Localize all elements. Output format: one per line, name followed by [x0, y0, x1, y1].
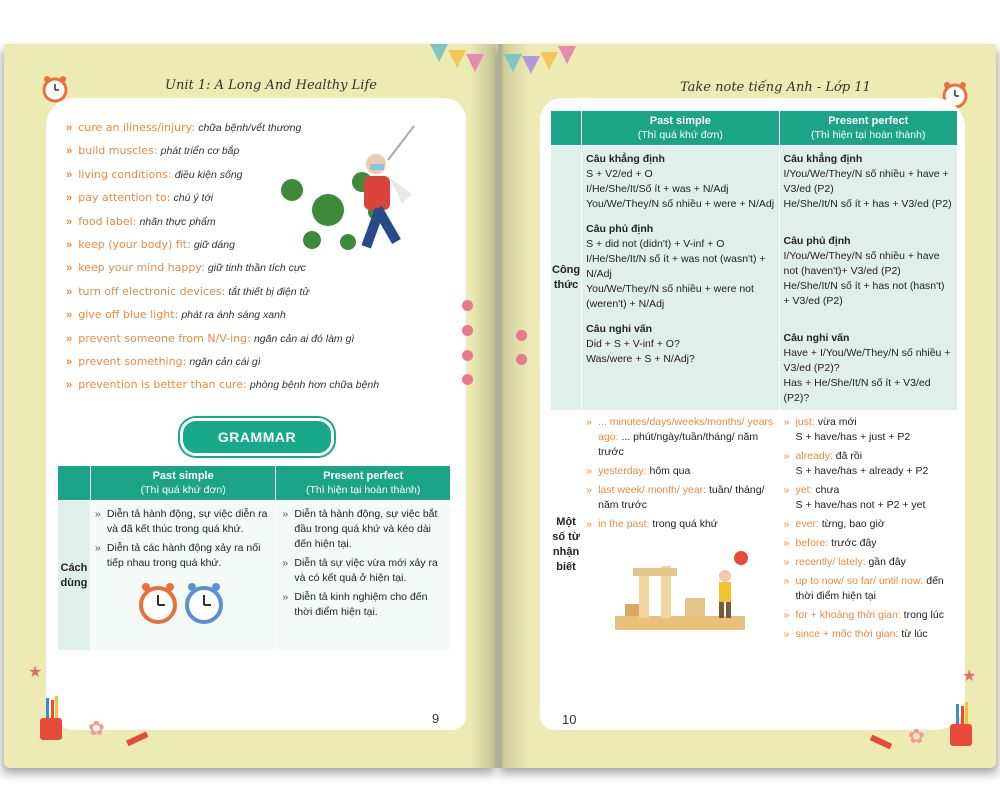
vocab-item: » prevention is better than cure: phòng bệnh hơn chữa bệnh	[66, 378, 380, 392]
vocab-item: » give off blue light: phát ra ánh sáng xanh	[66, 308, 286, 322]
pencil-cup-icon	[38, 696, 64, 742]
formula-signal-table	[550, 110, 958, 679]
right-page-header: Take note tiếng Anh - Lớp 11	[680, 80, 871, 95]
vocab-item: » cure an illness/injury: chữa bệnh/vết thương	[66, 121, 302, 134]
vocab-item: » prevent someone from N/V-ing: ngăn cản ai đó làm gì	[66, 331, 355, 345]
column-header-present-perfect: Present perfect (Thì hiện tại hoàn thành)	[276, 466, 451, 501]
vocab-item: » build muscles: phát triển cơ bắp	[66, 144, 240, 158]
affirmative-title: Câu khẳng định	[783, 153, 863, 165]
formula-line: I/You/We/They/N số nhiều + have not (haven't)+ V3/ed (P2)	[783, 250, 940, 277]
perfect-formula-cell	[779, 146, 958, 411]
signal-item: » since + mốc thời gian: từ lúc	[784, 627, 954, 642]
signal-item: » yet: chưa S + have/has not + P2 + yet	[784, 483, 954, 513]
past-signal-cell	[582, 411, 779, 679]
affirmative-title: Câu khẳng định	[586, 153, 665, 165]
negative-title: Câu phủ định	[783, 235, 851, 247]
signal-item: » last week/ month/ year: tuần/ tháng/ năm trước	[586, 483, 774, 513]
formula-line: S + did not (didn't) + V-inf + O	[586, 238, 725, 250]
flower-icon: ✿	[88, 718, 105, 740]
flower-dot-decoration	[462, 374, 473, 385]
pencil-icon	[866, 732, 896, 752]
column-header-past-simple: Past simple (Thì quá khứ đơn)	[90, 466, 275, 501]
star-icon: ★	[28, 664, 43, 681]
star-icon: ★	[962, 668, 977, 685]
vocab-item: » keep your mind happy: giữ tinh thần tích cực	[66, 261, 306, 275]
formula-line: Has + He/She/It/N số ít + V3/ed (P2)?	[783, 377, 931, 404]
usage-table	[57, 465, 451, 651]
left-page-number: 9	[432, 711, 440, 726]
column-header-past-simple: Past simple (Thì quá khứ đơn)	[582, 111, 779, 146]
table-corner	[58, 466, 91, 501]
signal-item: » for + khoảng thời gian: trong lúc	[784, 608, 954, 623]
ancient-ruins-illustration	[605, 546, 755, 636]
vocab-item: » turn off electronic devices: tắt thiết bị điện tử	[66, 284, 310, 298]
formula-line: He/She/It/N số ít + has + V3/ed (P2)	[783, 198, 952, 210]
flower-icon: ✿	[908, 726, 925, 748]
pencil-icon	[124, 728, 154, 748]
signal-item: » already: đã rồi S + have/has + already + P2	[784, 449, 954, 479]
vocab-item: » living conditions: điều kiện sống	[66, 167, 243, 181]
alarm-clocks-illustration	[132, 579, 232, 627]
past-usage-cell	[90, 501, 275, 651]
formula-line: Was/were + S + N/Adj?	[586, 353, 695, 365]
signal-item: » yesterday: hôm qua	[586, 464, 774, 479]
signal-item: » before: trước đây	[784, 536, 954, 551]
flower-dot-decoration	[462, 350, 473, 361]
formula-line: He/She/It/N số ít + has not (hasn't) + V3/ed (P2)	[783, 280, 945, 307]
past-formula-cell	[582, 146, 779, 411]
signal-item: » in the past: trong quá khứ	[586, 517, 774, 532]
question-title: Câu nghi vấn	[586, 323, 653, 335]
pencil-cup-icon	[948, 702, 974, 748]
formula-line: I/You/We/They/N số nhiều + have + V3/ed (P2)	[783, 168, 949, 195]
signal-item: » up to now/ so far/ until now: đến thời điểm hiện tại	[784, 574, 954, 604]
signal-item: » ... minutes/days/weeks/months/ years ago: ... phút/ngày/tuần/tháng/ năm trước	[586, 415, 774, 460]
vocab-item: » keep (your body) fit: giữ dáng	[66, 237, 235, 251]
flower-dot-decoration	[516, 354, 527, 365]
row-header-usage: Cách dùng	[58, 501, 91, 651]
virus-fighter-illustration	[272, 120, 422, 270]
formula-line: Have + I/You/We/They/N số nhiều + V3/ed (P2)?	[783, 347, 951, 374]
usage-item: » Diễn tả hành động, sự việc bắt đầu trong quá khứ và kéo dài đến hiện tại.	[282, 507, 444, 552]
row-header-formula: Công thức	[551, 146, 582, 411]
table-corner	[551, 111, 582, 146]
negative-title: Câu phủ định	[586, 223, 654, 235]
formula-line: I/He/She/It/N số ít + was not (wasn't) + N/Adj	[586, 253, 766, 280]
flower-dot-decoration	[516, 330, 527, 341]
row-header-signal-words: Một số từ nhận biết	[551, 411, 582, 679]
vocab-item: » pay attention to: chú ý tới	[66, 191, 214, 205]
signal-item: » just: vừa mới S + have/has + just + P2	[784, 415, 954, 445]
usage-item: » Diễn tả hành động, sự việc diễn ra và đã kết thúc trong quá khứ.	[95, 507, 269, 537]
flower-dot-decoration	[462, 325, 473, 336]
perfect-usage-cell	[276, 501, 451, 651]
usage-item: » Diễn tả các hành động xảy ra nối tiếp nhau trong quá khứ.	[95, 541, 269, 571]
perfect-signal-cell	[779, 411, 958, 679]
formula-line: You/We/They/N số nhiều + were + N/Adj	[586, 198, 775, 210]
question-title: Câu nghi vấn	[783, 332, 850, 344]
grammar-heading-badge: GRAMMAR	[180, 418, 334, 456]
usage-item: » Diễn tả sự việc vừa mới xảy ra và có kết quả ở hiện tại.	[282, 556, 444, 586]
right-page-number: 10	[562, 712, 577, 727]
left-page-header: Unit 1: A Long And Healthy Life	[165, 78, 377, 93]
signal-item: » ever: từng, bao giờ	[784, 517, 954, 532]
signal-item: » recently/ lately: gần đây	[784, 555, 954, 570]
formula-line: I/He/She/It/Số ít + was + N/Adj	[586, 183, 729, 195]
vocab-item: » prevent something: ngăn cản cái gì	[66, 354, 261, 368]
usage-item: » Diễn tả kinh nghiệm cho đến thời điểm hiện tại.	[282, 590, 444, 620]
formula-line: Did + S + V-inf + O?	[586, 338, 680, 350]
flower-dot-decoration	[462, 300, 473, 311]
formula-line: You/We/They/N số nhiều + were not (weren't) + N/Adj	[586, 283, 754, 310]
vocab-item: » food label: nhãn thực phẩm	[66, 214, 216, 228]
column-header-present-perfect: Present perfect (Thì hiện tại hoàn thành)	[779, 111, 958, 146]
formula-line: S + V2/ed + O	[586, 168, 653, 180]
